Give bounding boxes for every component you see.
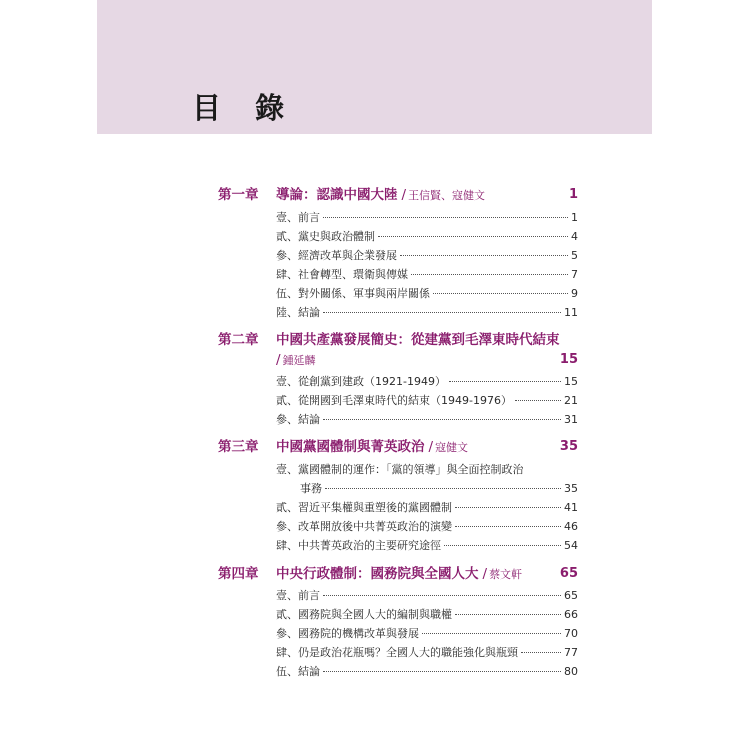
entry-page: 4: [571, 230, 578, 243]
header-band: [97, 0, 652, 134]
toc-entry[interactable]: [276, 462, 578, 478]
toc-entry[interactable]: [276, 645, 578, 661]
entry-title: 壹、從創黨到建政（1921-1949）: [276, 375, 446, 388]
entry-title: 肆、中共菁英政治的主要研究途徑: [276, 539, 441, 552]
chapter-title[interactable]: [276, 331, 560, 349]
dot-leader: [411, 274, 568, 275]
chapter-title-text: 中國黨國體制與菁英政治: [276, 439, 425, 455]
chapter-title-text: 中央行政體制：國務院與全國人大: [276, 566, 479, 582]
toc-entry[interactable]: [276, 519, 578, 535]
dot-leader: [400, 255, 568, 256]
entry-page: 41: [564, 501, 578, 514]
chapter-page: 35: [559, 439, 578, 454]
chapter-title[interactable]: 中央行政體制：國務院與全國人大 / 蔡文軒: [276, 566, 523, 582]
toc-entry[interactable]: [276, 248, 578, 264]
entry-page: 35: [564, 482, 578, 495]
entry-title: 貳、國務院與全國人大的編制與職權: [276, 608, 452, 621]
toc-entry[interactable]: [276, 538, 578, 554]
dot-leader: [455, 614, 561, 615]
dot-leader: [323, 671, 561, 672]
page-title: 目 錄: [192, 91, 297, 125]
entry-title: 陸、結論: [276, 306, 320, 319]
toc-entry[interactable]: [276, 500, 578, 516]
entry-title: 貳、習近平集權與重塑後的黨國體制: [276, 501, 452, 514]
toc-entry[interactable]: [276, 210, 578, 226]
entry-page: 54: [564, 539, 578, 552]
entry-title: 貳、從開國到毛澤東時代的結束（1949-1976）: [276, 394, 512, 407]
entry-title: 參、結論: [276, 413, 320, 426]
entry-title: 參、國務院的機構改革與發展: [276, 627, 419, 640]
entry-title: 貳、黨史與政治體制: [276, 230, 375, 243]
dot-leader: [378, 236, 568, 237]
dot-leader: [323, 595, 561, 596]
dot-leader: [521, 652, 561, 653]
entry-title: 伍、對外關係、軍事與兩岸關係: [276, 287, 430, 300]
dot-leader: [422, 633, 561, 634]
chapter-author: 王信賢、寇健文: [408, 189, 486, 202]
chapter-label: 第三章: [218, 439, 259, 455]
entry-page: 5: [571, 249, 578, 262]
entry-title: 伍、結論: [276, 665, 320, 678]
entry-page: 11: [564, 306, 578, 319]
entry-title: 肆、仍是政治花瓶嗎？全國人大的職能強化與瓶頸: [276, 646, 518, 659]
toc-entry[interactable]: [276, 626, 578, 642]
dot-leader: [515, 400, 561, 401]
entry-title: 壹、前言: [276, 589, 320, 602]
dot-leader: [323, 312, 561, 313]
chapter-author: 蔡文軒: [489, 568, 523, 581]
entry-title: 肆、社會轉型、環衛與傳媒: [276, 268, 408, 281]
entry-page: 7: [571, 268, 578, 281]
toc-entry[interactable]: [276, 588, 578, 604]
dot-leader: [444, 545, 561, 546]
entry-page: 15: [564, 375, 578, 388]
entry-title: 壹、黨國體制的運作：「黨的領導」與全面控制政治: [276, 463, 524, 476]
entry-page: 1: [571, 211, 578, 224]
toc-entry[interactable]: [276, 305, 578, 321]
chapter-title[interactable]: 中國黨國體制與菁英政治 / 寇健文: [276, 439, 469, 455]
toc-entry[interactable]: [276, 393, 578, 409]
chapter-title[interactable]: 導論：認識中國大陸 / 王信賢、寇健文: [276, 187, 486, 203]
entry-title: 參、改革開放後中共菁英政治的演變: [276, 520, 452, 533]
entry-title: 壹、前言: [276, 211, 320, 224]
toc-entry[interactable]: [276, 664, 578, 680]
entry-page: 21: [564, 394, 578, 407]
chapter-page: 15: [559, 352, 578, 367]
entry-page: 77: [564, 646, 578, 659]
entry-title: 事務: [300, 482, 322, 495]
dot-leader: [433, 293, 568, 294]
entry-page: 9: [571, 287, 578, 300]
chapter-label: 第一章: [218, 187, 259, 203]
toc-entry-continued[interactable]: [300, 481, 578, 497]
chapter-page: 1: [568, 187, 578, 202]
chapter-title-text: 中國共產黨發展簡史：從建黨到毛澤東時代結束: [276, 332, 560, 348]
chapter-author: 鍾延麟: [282, 354, 316, 367]
entry-page: 65: [564, 589, 578, 602]
toc-entry[interactable]: [276, 267, 578, 283]
entry-page: 46: [564, 520, 578, 533]
dot-leader: [455, 507, 561, 508]
toc-entry[interactable]: [276, 412, 578, 428]
chapter-label: 第二章: [218, 332, 259, 348]
dot-leader: [449, 381, 561, 382]
entry-page: 31: [564, 413, 578, 426]
dot-leader: [455, 526, 561, 527]
entry-page: 80: [564, 665, 578, 678]
chapter-page: 65: [559, 566, 578, 581]
entry-page: 66: [564, 608, 578, 621]
entry-title: 參、經濟改革與企業發展: [276, 249, 397, 262]
chapter-title-text: 導論：認識中國大陸: [276, 187, 398, 203]
chapter-label: 第四章: [218, 566, 259, 582]
toc-entry[interactable]: [276, 607, 578, 623]
chapter-author-line: / 鍾延麟: [276, 352, 316, 368]
dot-leader: [323, 217, 568, 218]
toc-entry[interactable]: [276, 229, 578, 245]
dot-leader: [325, 488, 561, 489]
dot-leader: [323, 419, 561, 420]
chapter-author: 寇健文: [435, 441, 469, 454]
toc-entry[interactable]: [276, 286, 578, 302]
entry-page: 70: [564, 627, 578, 640]
toc-entry[interactable]: [276, 374, 578, 390]
